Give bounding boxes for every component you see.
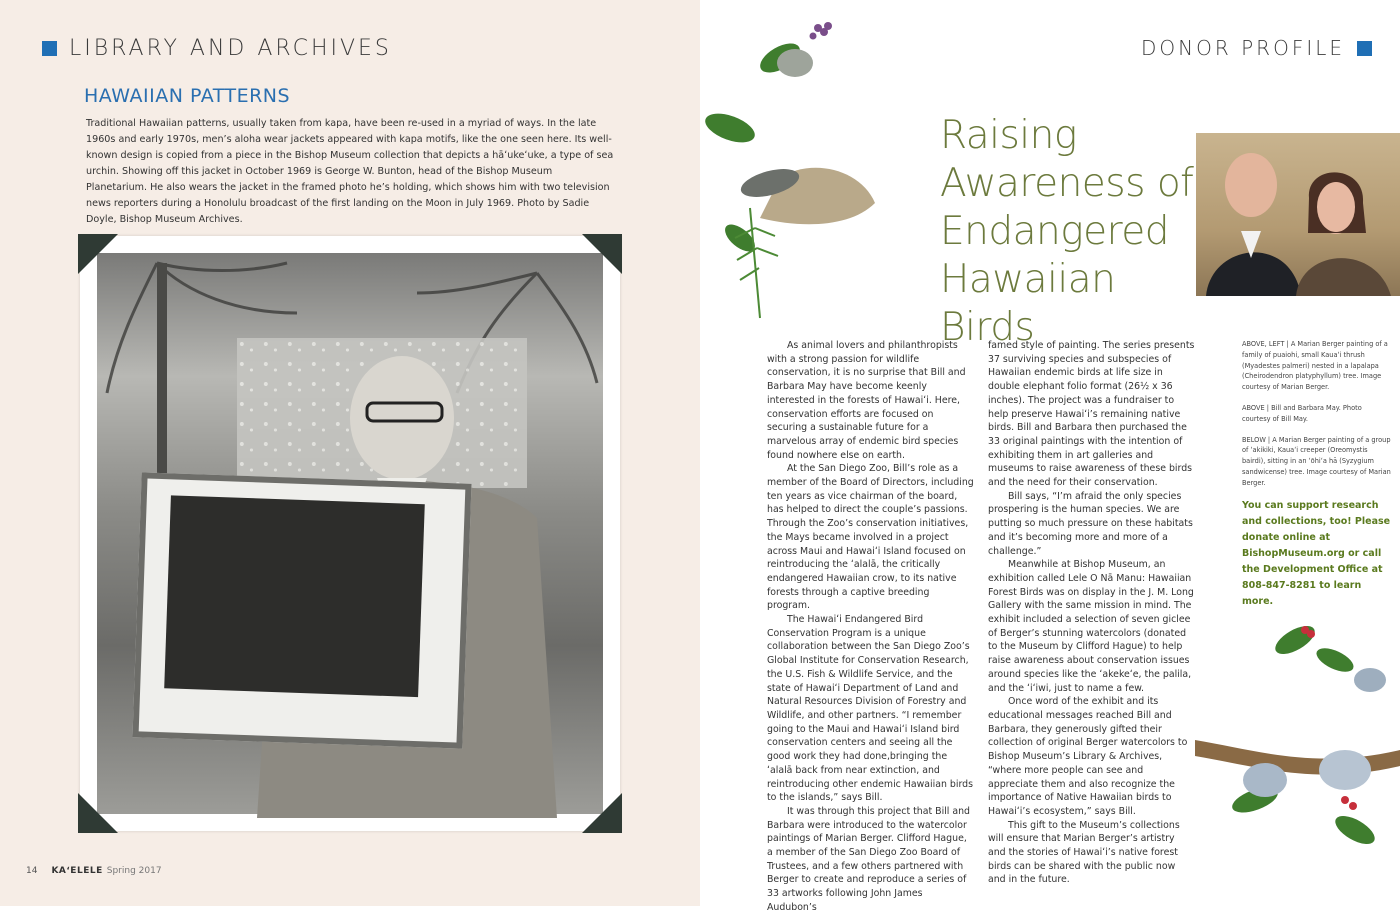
article-headline: Raising Awareness of Endangered Hawaiian Birds [940, 113, 1194, 350]
photo-corner-icon [78, 234, 118, 274]
photo-corner-icon [78, 793, 118, 833]
held-framed-photo [132, 472, 471, 748]
left-page [0, 0, 700, 906]
article-subtitle: HAWAIIAN PATTERNS [84, 85, 291, 107]
section-label: DONOR PROFILE [1141, 36, 1345, 60]
section-header-right [1141, 36, 1372, 60]
right-page [700, 0, 1400, 913]
photo-corner-icon [582, 793, 622, 833]
issue-season: Spring 2017 [106, 866, 162, 876]
article-column-1: As animal lovers and philanthropists with a strong passion for wildlife conservation, it is no surprise that Bill and Barbara May have become keenly interested in the forests of Hawaiʻi. Here, conservation efforts are focused on securing a sustainable future for a marvelous array of endemic bird species found nowhere else on earth. At the San Diego Zoo, Bill’s role as a member of the Board of Directors, including ten years as vice chairman of the board, has helped to direct the couple’s passions. Through the Zoo’s conservation initiatives, the Mays became involved in a project across Maui and Hawaiʻi Island focused on reintroducing the ʻalalā, the critically endangered Hawaiian crow, to its native forests through a captive breeding program. The Hawaiʻi Endangered Bird Conservation Program is a unique collaboration between the San Diego Zoo’s Global Institute for Conservation Research, the U.S. Fish & Wildlife Service, and the state of Hawaiʻi Department of Land and Natural Resources Division of Forestry and Wildlife, and other partners. “I remember going to the Maui and Hawaiʻi Island bird conservation centers and seeing all the good work they had done,bringing the ʻalalā back from near extinction, and reintroducing other endemic Hawaiian birds to the islands,” says Bill. It was through this project that Bill and Barbara were introduced to the watercolor paintings of Marian Berger. Clifford Hague, a member of the San Diego Zoo Board of Trustees, and a few others partnered with Berger to create and reproduce a series of 33 artworks following John James Audubon’s [767, 340, 974, 913]
caption-above-left: ABOVE, LEFT | A Marian Berger painting of a family of puaiohi, small Kauaʻi thrush (Myadestes palmeri) nested in a lapalapa (Cheirodendron platyphyllum) tree. Image courtesy of Marian Berger. [1242, 340, 1388, 392]
section-header-left [42, 36, 392, 61]
donor-portrait [1196, 133, 1400, 296]
caption-above: ABOVE | Bill and Barbara May. Photo courtesy of Bill May. [1242, 403, 1362, 423]
archival-photo-frame [80, 236, 620, 831]
photo-corner-icon [582, 234, 622, 274]
akikiki-birds-painting [1195, 600, 1400, 906]
page-footer [26, 866, 162, 876]
donation-call-to-action: You can support research and collections, too! Please donate online at BishopMuseum.org or call the Development Office at 808-847-8281 to learn more. [1242, 500, 1391, 607]
archival-photo [97, 253, 603, 814]
image-captions-sidebar [1242, 339, 1392, 499]
article-column-2: famed style of painting. The series presents 37 surviving species and subspecies of Hawaiian endemic birds at life size in double elephant folio format (26½ x 36 inches). The project was a fundraiser to help preserve Hawaiʻi’s remaining native birds. Bill and Barbara then purchased the 33 original paintings with the intention of exhibiting them in art galleries and museums to raise awareness of these birds and the need for their conservation. Bill says, “I’m afraid the only species prospering is the human species. We are putting so much pressure on these habitats and it’s becoming more and more of a challenge.” Meanwhile at Bishop Museum, an exhibition called Lele O Nā Manu: Hawaiian Forest Birds was on display in the J. M. Long Gallery with the same mission in mind. The exhibit included a selection of seven giclee of Berger’s stunning watercolors (donated to the Museum by Clifford Hague) to help raise awareness about conservation issues around species like the ʻakekeʻe, the palila, and the ʻiʻiwi, just to name a few. Once word of the exhibit and its educational messages reached Bill and Barbara, they generously gifted their collection of original Berger watercolors to Bishop Museum’s Library & Archives, “where more people can see and appreciate them and also recognize the importance of Native Hawaiian birds to Hawaiʻi’s ecosystem,” says Bill. This gift to the Museum’s collections will ensure that Marian Berger’s artistry and the stories of Hawaiʻi’s native forest birds can be shared with the public now and in the future. [988, 340, 1195, 886]
section-label: LIBRARY AND ARCHIVES [69, 36, 392, 61]
publication-name: KAʻELELE [51, 866, 103, 876]
bird-nest-painting [700, 18, 885, 328]
caption-below: BELOW | A Marian Berger painting of a group of ʻakikiki, Kauaʻi creeper (Oreomystis bairdi), sitting in an ʻōhiʻa hā (Syzygium sandwicense) tree. Image courtesy of Marian Berger. [1242, 435, 1391, 487]
photo-caption: Traditional Hawaiian patterns, usually taken from kapa, have been re-used in a myriad of ways. In the late 1960s and early 1970s, men’s aloha wear jackets appeared with kapa motifs, like the one seen here. Its well-known design is copied from a piece in the Bishop Museum collection that depicts a hāʻukeʻuke, a type of sea urchin. Showing off this jacket in October 1969 is George W. Bunton, head of the Bishop Museum Planetarium. He also wears the jacket in the framed photo he’s holding, which shows him with two television news reporters during a Honolulu broadcast of the first landing on the Moon in July 1969. Photo by Sadie Doyle, Bishop Museum Archives. [86, 118, 614, 225]
blue-square-icon [42, 41, 57, 56]
blue-square-icon [1357, 41, 1372, 56]
page-number: 14 [26, 866, 38, 876]
